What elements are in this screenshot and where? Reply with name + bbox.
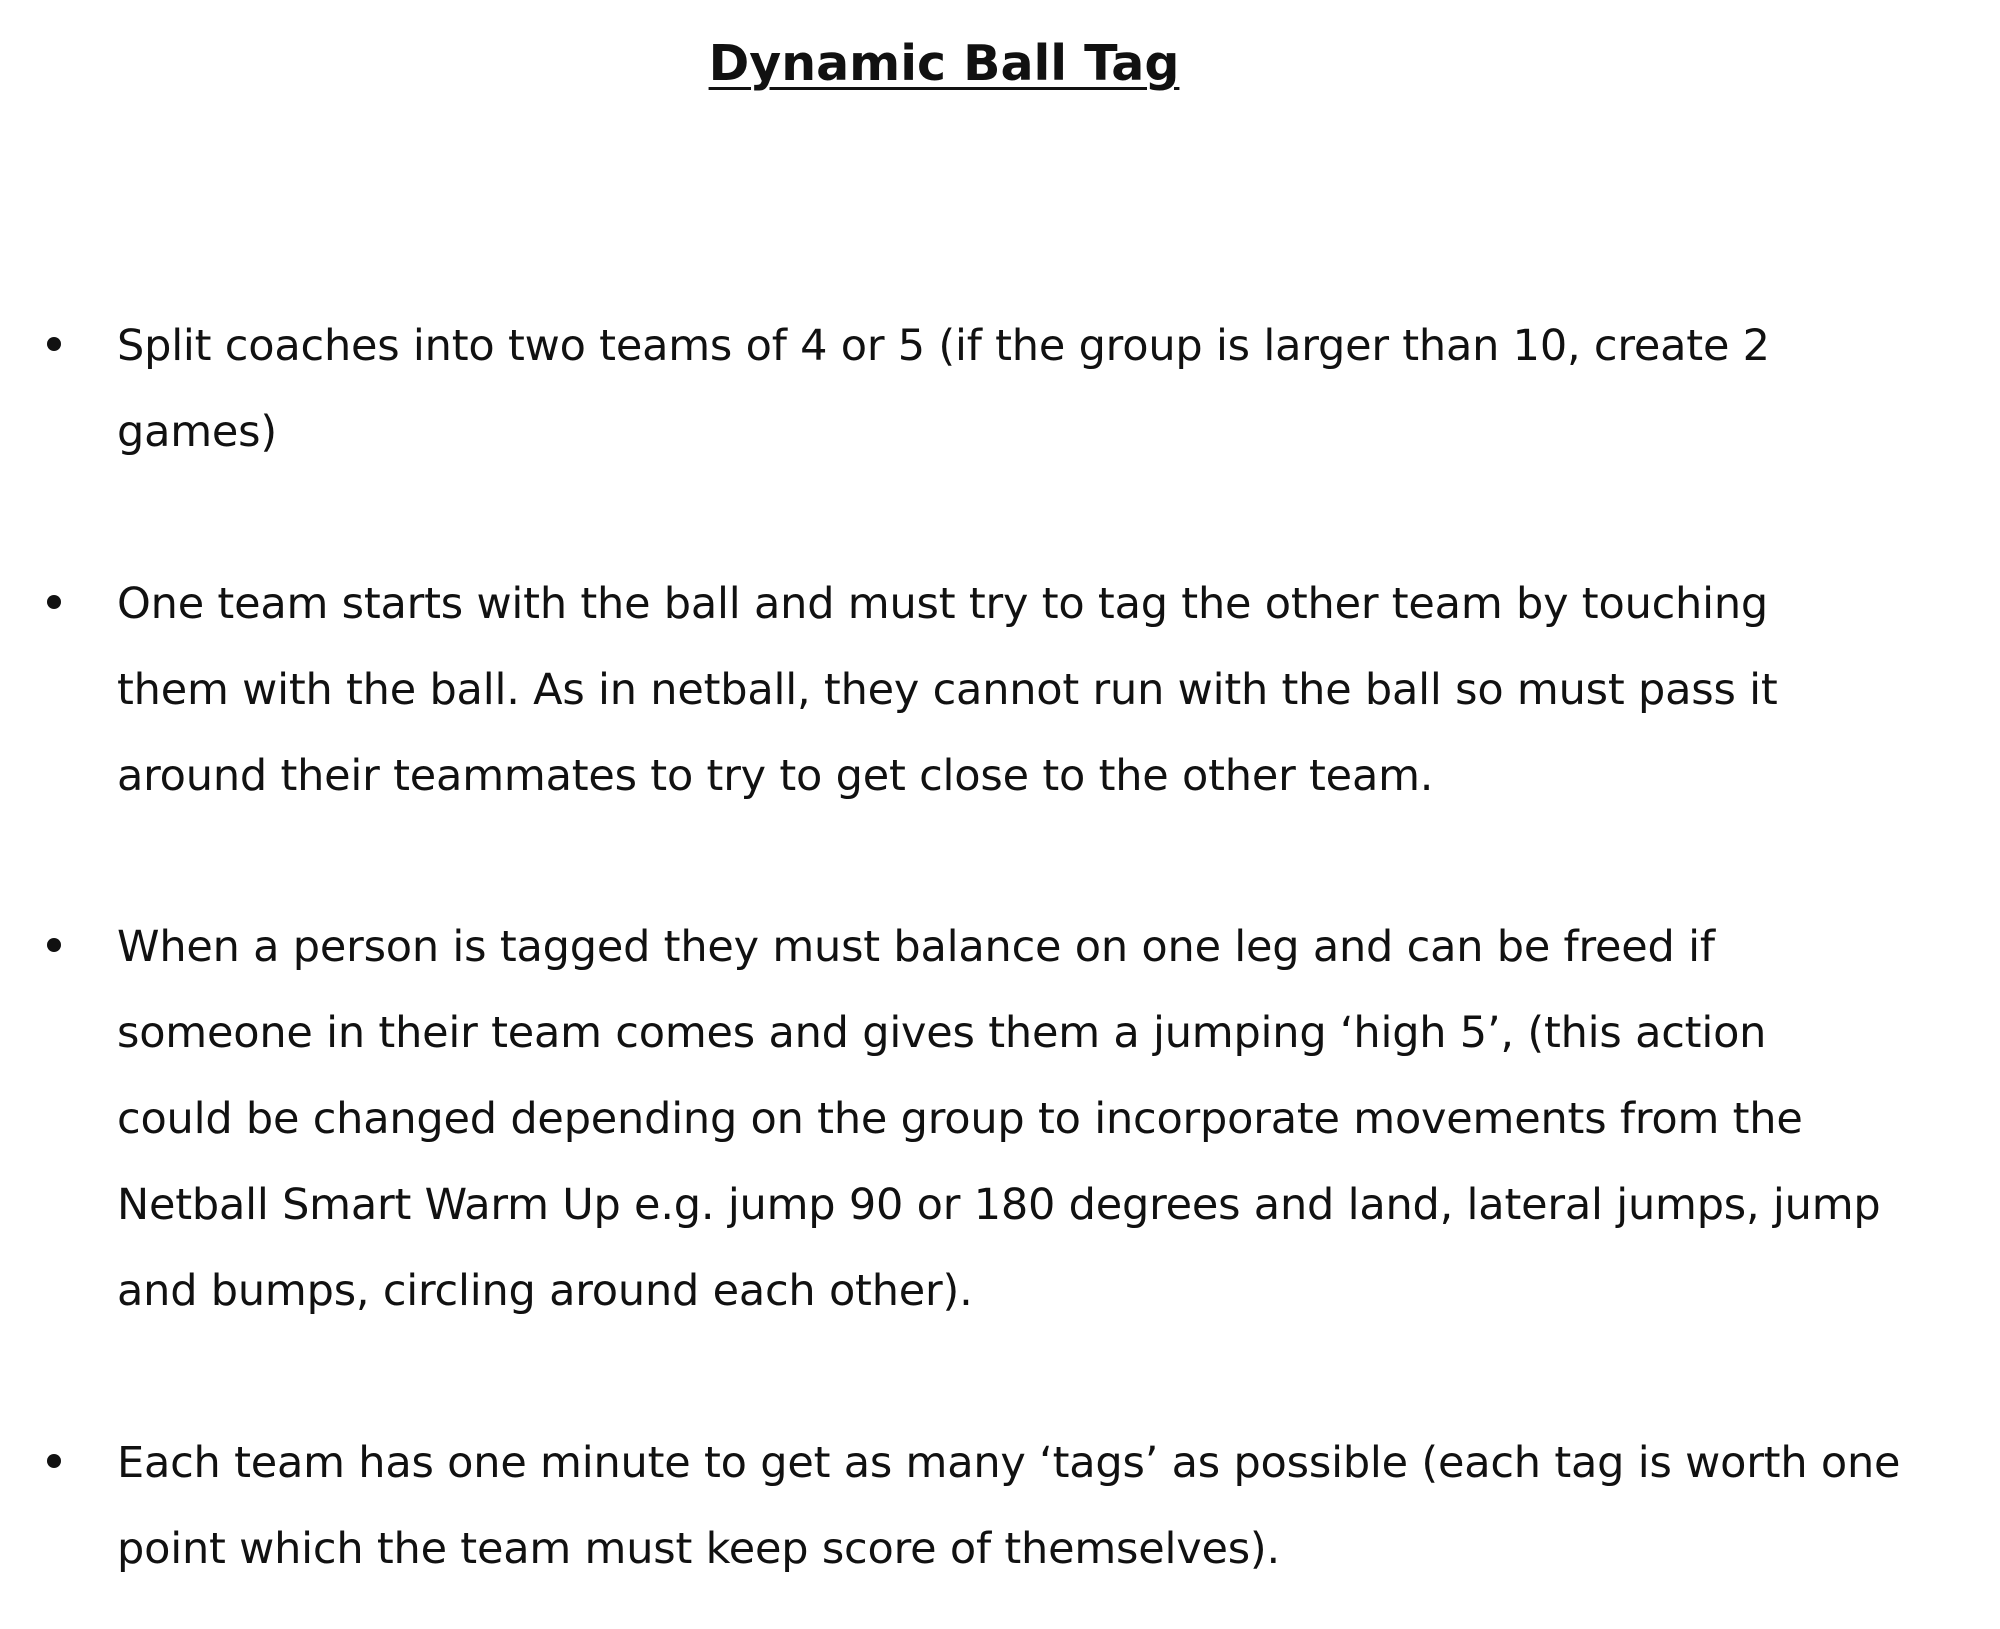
bullet-dot-icon bbox=[47, 1454, 61, 1468]
list-item-text: When a person is tagged they must balance on one leg and can be freed if someone in their team comes and gives them a jumping ‘high 5’, (this action could be changed depending on the group to incorporate movements from the Netball Smart Warm Up e.g. jump 90 or 180 degrees and land, lateral jumps, jump and bumps, circling around each other). bbox=[117, 922, 1881, 1316]
list-item-text: Each team has one minute to get as many ‘tags’ as possible (each tag is worth one point which the team must keep score of themselves). bbox=[117, 1438, 1901, 1574]
bullet-dot-icon bbox=[47, 337, 61, 351]
page-title: Dynamic Ball Tag bbox=[708, 35, 1180, 92]
bullet-dot-icon bbox=[47, 938, 61, 952]
list-item-text: One team starts with the ball and must try to tag the other team by touching them with the ball. As in netball, they cannot run with the ball so must pass it around their teammates to try to get close to the other team. bbox=[117, 579, 1778, 801]
bullet-dot-icon bbox=[47, 595, 61, 609]
list-item-text: Split coaches into two teams of 4 or 5 (if the group is larger than 10, create 2 games) bbox=[117, 321, 1770, 457]
